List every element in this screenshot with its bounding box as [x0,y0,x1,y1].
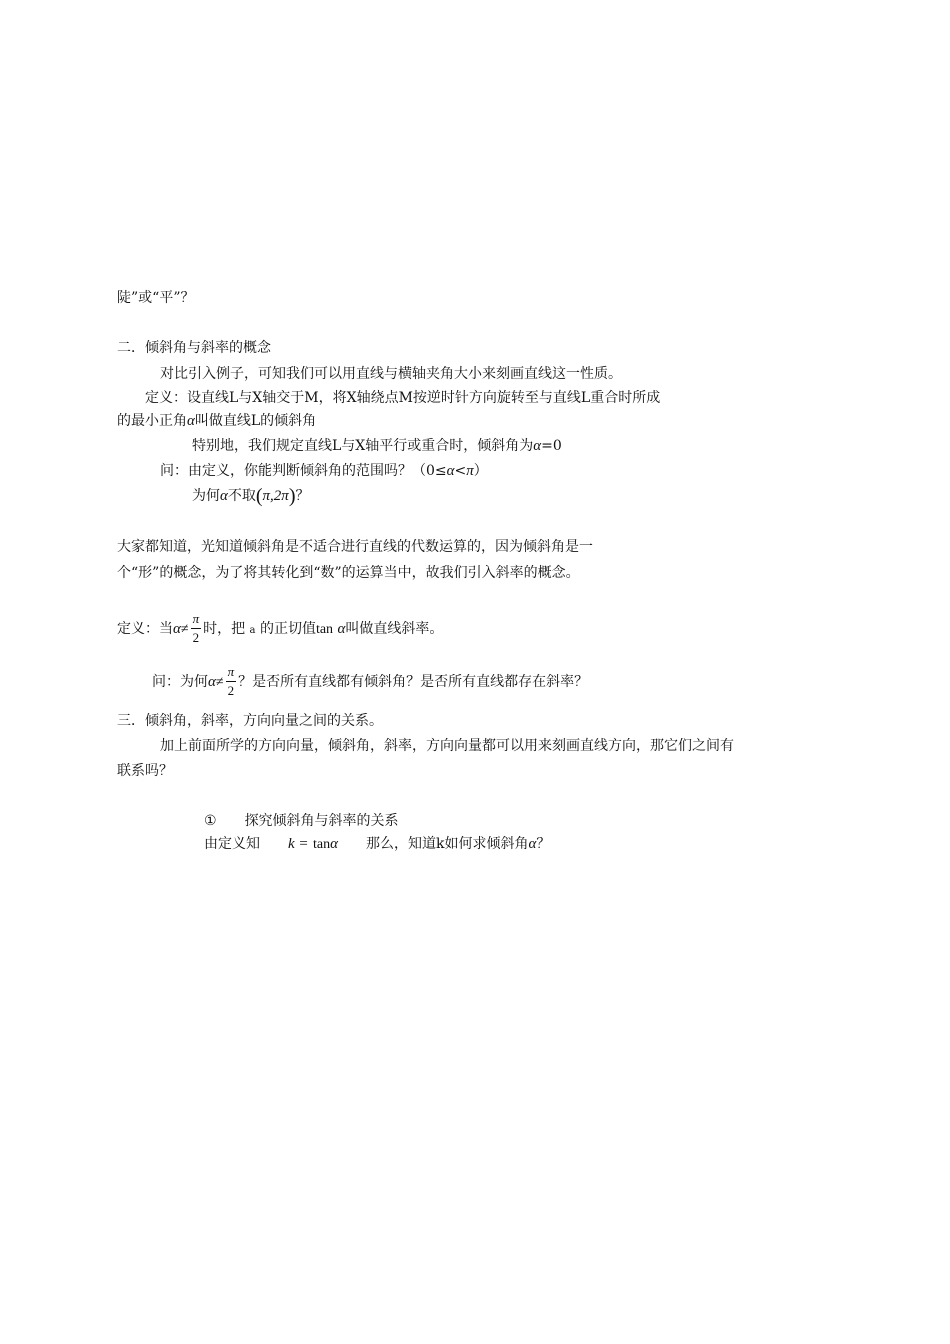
question-interval-line: 为何α不取(π,2π)？ [192,485,310,507]
alpha-symbol: α [533,438,542,454]
alpha-symbol: α [208,673,216,690]
tan-function: tan [312,837,331,852]
explore-heading: ① 探究倾斜角与斜率的关系 [204,813,399,829]
alpha-symbol: α [330,836,338,852]
alpha-symbol: α [337,620,346,637]
tan-function: tan [315,621,334,637]
paragraph-line-2: 个“形”的概念，为了将其转化到“数”的运算当中，故我们引入斜率的概念。 [117,565,580,581]
alpha-symbol: α [187,413,195,429]
definition-slope-line: 定义：当α≠ $\frac{\pi}{2}$ 时，把 a 的正切值tan α叫做直线斜率。 [117,611,444,645]
alpha-symbol: α [220,488,228,504]
pi-over-two-fraction: $\frac{\pi}{2}$ [192,611,200,645]
alpha-symbol: α [446,463,455,479]
interval-expression: π,2π [262,488,289,504]
special-case-line: 特别地，我们规定直线L与X轴平行或重合时，倾斜角为α=0 [192,438,562,454]
alpha-symbol: α [173,620,181,637]
paragraph-line-1: 大家都知道，光知道倾斜角是不适合进行直线的代数运算的，因为倾斜角是一 [117,539,593,555]
alpha-symbol: α [528,836,537,852]
neq-symbol: ≠ [215,674,224,690]
text-line-1: 陡”或“平”？ [117,290,195,306]
slope-relation-line: 由定义知 k = tanα 那么，知道k如何求倾斜角α？ [204,836,551,852]
question-slope-line: 问：为何α≠ $\frac{\pi}{2}$ ？是否所有直线都有倾斜角？是否所有直线都存在斜率？ [152,664,589,698]
neq-symbol: ≠ [180,621,189,637]
pi-symbol: π [466,463,474,479]
paragraph-line-4: 联系吗？ [117,763,173,779]
question-range-line: 问：由定义，你能判断倾斜角的范围吗？（0≤α<π） [160,463,488,479]
section-heading-3: 三．倾斜角，斜率，方向向量之间的关系。 [117,713,383,729]
pi-over-two-fraction: $\frac{\pi}{2}$ [227,664,235,698]
paragraph-line-3: 加上前面所学的方向向量，倾斜角，斜率，方向向量都可以用来刻画直线方向，那它们之间有 [160,738,734,754]
text-line-3: 对比引入例子，可知我们可以用直线与横轴夹角大小来刻画直线这一性质。 [160,366,622,382]
section-heading-2: 二．倾斜角与斜率的概念 [117,340,271,356]
k-equals: k = [288,836,309,852]
definition-angle-line-2: 的最小正角α叫做直线L的倾斜角 [117,413,317,429]
circled-number: ① [204,813,217,829]
definition-angle-line-1: 定义：设直线L与X轴交于M，将X轴绕点M按逆时针方向旋转至与直线L重合时所成 [145,390,661,406]
